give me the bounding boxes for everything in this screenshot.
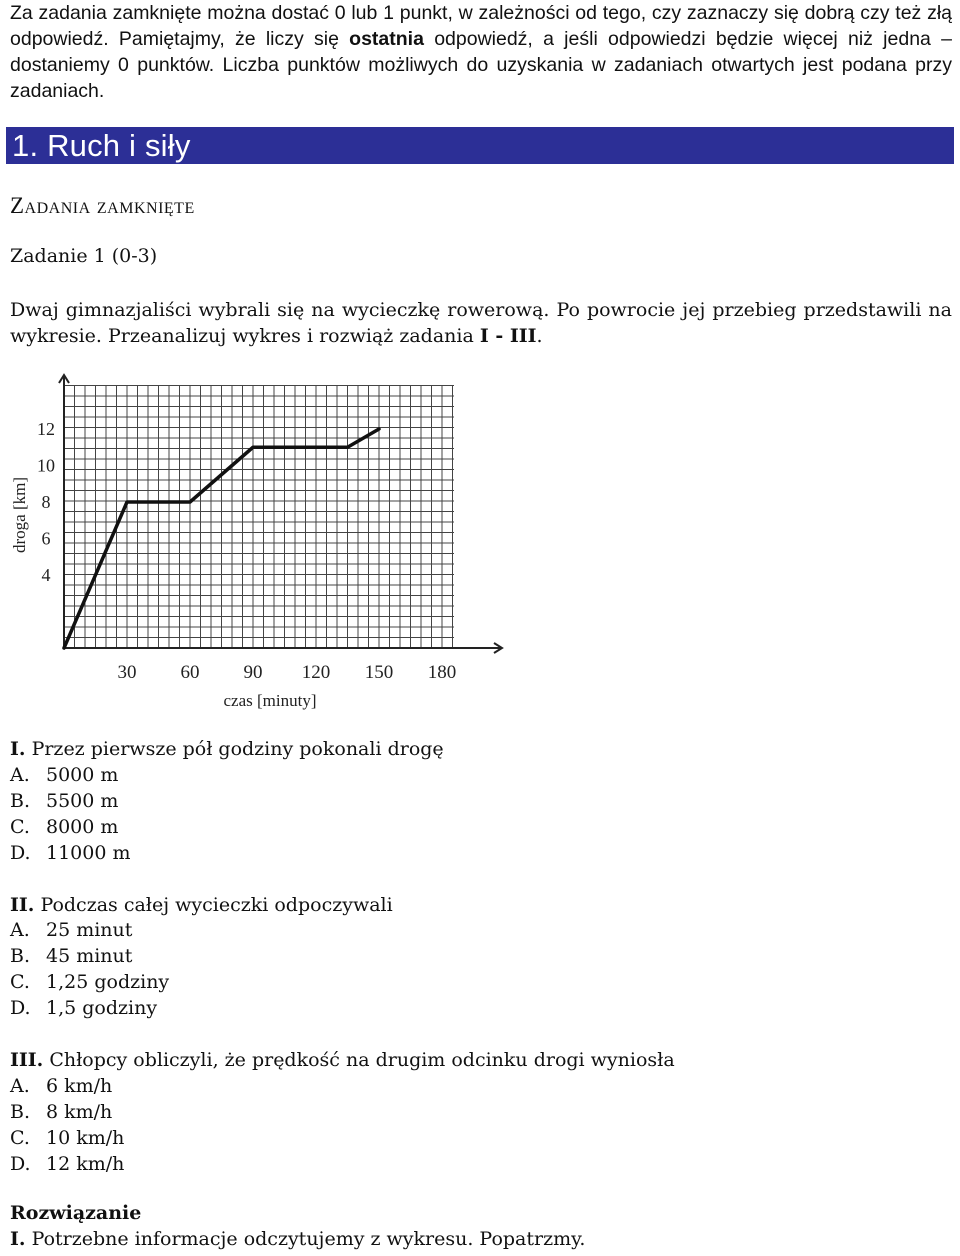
task-description [10, 297, 952, 349]
question-1-option-b[interactable] [10, 789, 950, 815]
option-text: 1,5 godziny [46, 997, 158, 1020]
option-text: 11000 m [46, 841, 131, 864]
option-text: 45 minut [46, 945, 133, 968]
option-text: 1,25 godziny [46, 971, 170, 994]
task-text-bold: I - III [479, 325, 537, 347]
question-3-prompt: Chłopcy obliczyli, że prędkość na drugim odcinku drogi wyniosła [49, 1049, 675, 1072]
option-letter: D. [10, 997, 31, 1020]
x-tick-label: 150 [364, 662, 394, 683]
question-1-option-a[interactable] [10, 763, 950, 789]
question-2-option-c[interactable] [10, 970, 950, 996]
option-text: 12 km/h [46, 1152, 125, 1175]
question-3-number: III. [10, 1049, 44, 1072]
x-tick-label: 180 [427, 662, 457, 683]
questions-list [10, 737, 950, 1204]
solution-body: Potrzebne informacje odczytujemy z wykresu. Popatrzmy. [31, 1227, 586, 1250]
task-text-2: . [536, 325, 543, 347]
solution-heading-text: Rozwiązanie [10, 1202, 142, 1224]
x-tick-label: 60 [180, 662, 200, 683]
solution-heading [10, 1201, 585, 1227]
question-3-text [10, 1048, 950, 1074]
task-title: Zadanie 1 (0-3) [10, 245, 158, 267]
question-1-number: I. [10, 738, 26, 760]
option-letter: C. [10, 815, 30, 838]
option-letter: A. [10, 763, 30, 786]
option-text: 25 minut [46, 919, 133, 942]
question-1-option-c[interactable] [10, 815, 950, 841]
question-2 [10, 893, 950, 1023]
option-letter: D. [10, 1152, 31, 1175]
intro-paragraph [10, 0, 952, 104]
question-3-option-d[interactable] [10, 1152, 950, 1178]
y-tick-label: 6 [41, 528, 51, 549]
option-letter: B. [10, 789, 31, 812]
solution-section [10, 1201, 585, 1253]
question-2-prompt: Podczas całej wycieczki odpoczywali [40, 893, 393, 916]
x-tick-label: 90 [243, 662, 263, 683]
y-tick-label: 12 [37, 419, 55, 439]
distance-time-chart [0, 365, 520, 715]
option-letter: C. [10, 971, 30, 994]
y-tick-label: 8 [41, 492, 51, 512]
option-text: 8000 m [46, 815, 119, 838]
option-text: 8 km/h [46, 1100, 113, 1123]
solution-number: I. [10, 1227, 26, 1250]
intro-text-1: Za zadania zamknięte można dostać 0 lub 1 punkt, w zależności od tego, czy zaznaczy się dobrą czy też złą odpowiedź. Pamiętajmy, że liczy się [10, 2, 952, 50]
question-1-prompt: Przez pierwsze pół godziny pokonali drogę [31, 738, 444, 760]
question-3-option-a[interactable] [10, 1074, 950, 1100]
option-text: 5500 m [46, 789, 119, 812]
option-text: 6 km/h [46, 1074, 113, 1097]
question-3-option-c[interactable] [10, 1126, 950, 1152]
section-title: 1. Ruch i siły [12, 128, 191, 163]
solution-text [10, 1227, 585, 1253]
question-3-option-b[interactable] [10, 1100, 950, 1126]
question-2-option-b[interactable] [10, 944, 950, 970]
option-letter: C. [10, 1126, 30, 1149]
question-2-number: II. [10, 893, 35, 916]
question-1 [10, 737, 950, 867]
option-letter: D. [10, 841, 31, 864]
intro-text-2: odpowiedź, a jeśli odpowiedzi będzie więcej niż jedna – dostaniemy 0 punktów. Liczba punktów możliwych do uzyskania w zadaniach otwartych jest podana przy zadaniach. [10, 28, 952, 102]
section-header-bar [6, 127, 954, 164]
option-letter: A. [10, 1074, 30, 1097]
x-tick-label: 30 [117, 662, 137, 683]
option-letter: A. [10, 919, 30, 942]
question-2-text [10, 893, 950, 919]
subheading: Zadania zamknięte [10, 193, 195, 218]
intro-bold-word: ostatnia [349, 28, 424, 50]
option-letter: B. [10, 1100, 31, 1123]
option-text: 5000 m [46, 763, 119, 786]
question-2-option-a[interactable] [10, 918, 950, 944]
question-2-option-d[interactable] [10, 996, 950, 1022]
y-axis-label: droga [km] [10, 476, 29, 554]
option-text: 10 km/h [46, 1126, 125, 1149]
x-tick-label: 120 [301, 662, 331, 683]
y-tick-label: 10 [37, 455, 55, 476]
x-axis-label: czas [minuty] [223, 691, 317, 710]
question-1-text [10, 737, 950, 763]
task-text-1: Dwaj gimnazjaliści wybrali się na wycieczkę rowerową. Po powrocie jej przebieg przedstawili na wykresie. Przeanalizuj wykres i rozwiąż zadania [10, 299, 952, 347]
question-1-option-d[interactable] [10, 841, 950, 867]
y-tick-label: 4 [41, 565, 51, 585]
option-letter: B. [10, 945, 31, 968]
question-3 [10, 1048, 950, 1178]
